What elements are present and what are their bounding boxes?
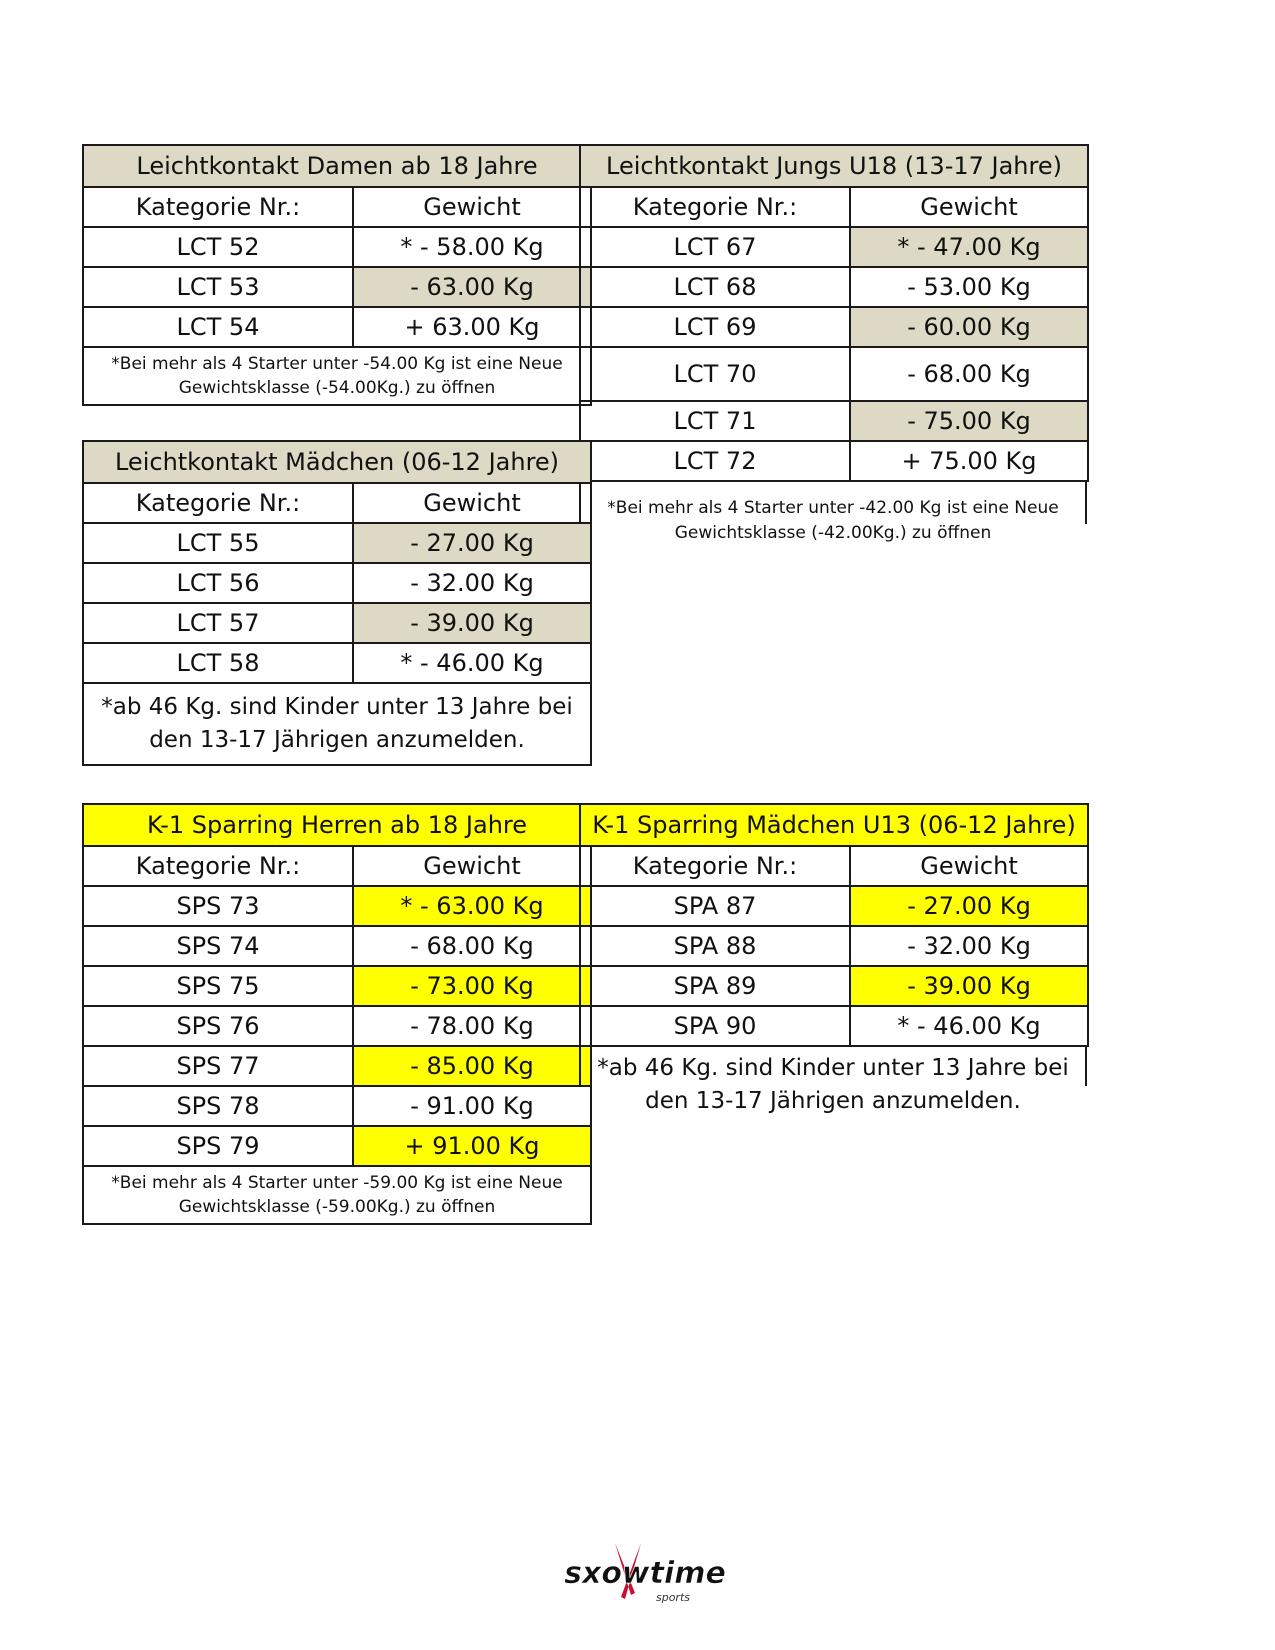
header-kategorie: Kategorie Nr.: [83, 483, 353, 523]
note-line: *Bei mehr als 4 Starter unter -54.00 Kg ist eine Neue [111, 354, 563, 374]
cell-gewicht: - 63.00 Kg [353, 267, 591, 307]
logo-text: sxowtime [564, 1556, 726, 1591]
cell-gewicht: - 75.00 Kg [850, 401, 1088, 441]
cell-kategorie: LCT 54 [83, 307, 353, 347]
cell-kategorie: LCT 67 [580, 227, 850, 267]
note-line: *ab 46 Kg. sind Kinder unter 13 Jahre bei [597, 1055, 1069, 1081]
cell-gewicht: - 68.00 Kg [353, 926, 591, 966]
cell-gewicht: - 91.00 Kg [353, 1086, 591, 1126]
table-row [83, 267, 591, 307]
header-kategorie: Kategorie Nr.: [83, 846, 353, 886]
table-row [580, 966, 1088, 1006]
cell-gewicht: - 32.00 Kg [850, 926, 1088, 966]
table-k1-sparring-herren [82, 803, 592, 1225]
header-gewicht: Gewicht [850, 846, 1088, 886]
cell-kategorie: SPS 76 [83, 1006, 353, 1046]
cell-gewicht: - 60.00 Kg [850, 307, 1088, 347]
cell-gewicht: - 68.00 Kg [850, 347, 1088, 401]
header-gewicht: Gewicht [353, 846, 591, 886]
cell-kategorie: SPA 87 [580, 886, 850, 926]
table-note [83, 1166, 591, 1224]
note-line: *Bei mehr als 4 Starter unter -59.00 Kg ist eine Neue [111, 1173, 563, 1193]
cell-kategorie: LCT 53 [83, 267, 353, 307]
cell-gewicht: - 78.00 Kg [353, 1006, 591, 1046]
table-title: Leichtkontakt Damen ab 18 Jahre [83, 145, 591, 187]
cell-gewicht: - 27.00 Kg [850, 886, 1088, 926]
cell-kategorie: LCT 69 [580, 307, 850, 347]
table-row [580, 886, 1088, 926]
header-gewicht: Gewicht [353, 187, 591, 227]
table-row [580, 926, 1088, 966]
table-note [83, 347, 591, 405]
cell-kategorie: LCT 56 [83, 563, 353, 603]
cell-kategorie: LCT 70 [580, 347, 850, 401]
cell-kategorie: LCT 72 [580, 441, 850, 481]
cell-gewicht: * - 63.00 Kg [353, 886, 591, 926]
table-note [579, 482, 1087, 543]
cell-kategorie: SPA 90 [580, 1006, 850, 1046]
cell-gewicht: * - 46.00 Kg [850, 1006, 1088, 1046]
header-gewicht: Gewicht [353, 483, 591, 523]
table-k1-sparring-maedchen [579, 803, 1089, 1047]
table-row [83, 1006, 591, 1046]
cell-gewicht: - 85.00 Kg [353, 1046, 591, 1086]
table-row [83, 926, 591, 966]
table-row [580, 227, 1088, 267]
table-title: Leichtkontakt Jungs U18 (13-17 Jahre) [580, 145, 1088, 187]
cell-gewicht: + 75.00 Kg [850, 441, 1088, 481]
cell-kategorie: SPS 78 [83, 1086, 353, 1126]
table-row [83, 1046, 591, 1086]
table-leichtkontakt-maedchen [82, 440, 592, 766]
note-line: Gewichtsklasse (-59.00Kg.) zu öffnen [178, 1197, 496, 1217]
table-row [580, 1006, 1088, 1046]
header-kategorie: Kategorie Nr.: [83, 187, 353, 227]
cell-kategorie: LCT 55 [83, 523, 353, 563]
cell-kategorie: SPA 88 [580, 926, 850, 966]
note-line: den 13-17 Jährigen anzumelden. [149, 727, 525, 753]
table-title: K-1 Sparring Herren ab 18 Jahre [83, 804, 591, 846]
cell-kategorie: SPS 75 [83, 966, 353, 1006]
table-row [83, 227, 591, 267]
cell-kategorie: LCT 57 [83, 603, 353, 643]
cell-gewicht: - 53.00 Kg [850, 267, 1088, 307]
table-row [83, 966, 591, 1006]
cell-gewicht: * - 58.00 Kg [353, 227, 591, 267]
cell-gewicht: * - 47.00 Kg [850, 227, 1088, 267]
table-row [580, 307, 1088, 347]
cell-gewicht: - 27.00 Kg [353, 523, 591, 563]
table-row [83, 1086, 591, 1126]
table-row [83, 643, 591, 683]
table-row [83, 563, 591, 603]
cell-gewicht: - 39.00 Kg [850, 966, 1088, 1006]
sxowtime-logo [545, 1535, 745, 1615]
cell-gewicht: + 91.00 Kg [353, 1126, 591, 1166]
table-row [580, 347, 1088, 401]
cell-gewicht: - 32.00 Kg [353, 563, 591, 603]
note-line: Gewichtsklasse (-54.00Kg.) zu öffnen [178, 378, 496, 398]
cell-kategorie: SPS 79 [83, 1126, 353, 1166]
header-kategorie: Kategorie Nr.: [580, 846, 850, 886]
cell-kategorie: SPA 89 [580, 966, 850, 1006]
note-line: Gewichtsklasse (-42.00Kg.) zu öffnen [674, 523, 992, 543]
cell-gewicht: - 73.00 Kg [353, 966, 591, 1006]
cell-kategorie: LCT 52 [83, 227, 353, 267]
header-gewicht: Gewicht [850, 187, 1088, 227]
table-note [579, 1046, 1087, 1114]
cell-gewicht: - 39.00 Kg [353, 603, 591, 643]
table-row [580, 267, 1088, 307]
cell-kategorie: LCT 58 [83, 643, 353, 683]
cell-kategorie: LCT 71 [580, 401, 850, 441]
table-row [83, 603, 591, 643]
logo-subtext: sports [655, 1591, 691, 1604]
table-leichtkontakt-jungs [579, 144, 1089, 482]
table-row [83, 307, 591, 347]
cell-kategorie: SPS 77 [83, 1046, 353, 1086]
note-line: *ab 46 Kg. sind Kinder unter 13 Jahre bei [101, 694, 573, 720]
cell-gewicht: + 63.00 Kg [353, 307, 591, 347]
table-title: K-1 Sparring Mädchen U13 (06-12 Jahre) [580, 804, 1088, 846]
note-line: den 13-17 Jährigen anzumelden. [645, 1088, 1021, 1114]
table-row [83, 1126, 591, 1166]
cell-kategorie: SPS 74 [83, 926, 353, 966]
note-line: *Bei mehr als 4 Starter unter -42.00 Kg ist eine Neue [607, 498, 1059, 518]
cell-kategorie: LCT 68 [580, 267, 850, 307]
table-note [83, 683, 591, 765]
table-row [83, 886, 591, 926]
table-row [83, 523, 591, 563]
table-row [580, 441, 1088, 481]
cell-kategorie: SPS 73 [83, 886, 353, 926]
table-title: Leichtkontakt Mädchen (06-12 Jahre) [83, 441, 591, 483]
header-kategorie: Kategorie Nr.: [580, 187, 850, 227]
table-row [580, 401, 1088, 441]
table-leichtkontakt-damen [82, 144, 592, 406]
cell-gewicht: * - 46.00 Kg [353, 643, 591, 683]
